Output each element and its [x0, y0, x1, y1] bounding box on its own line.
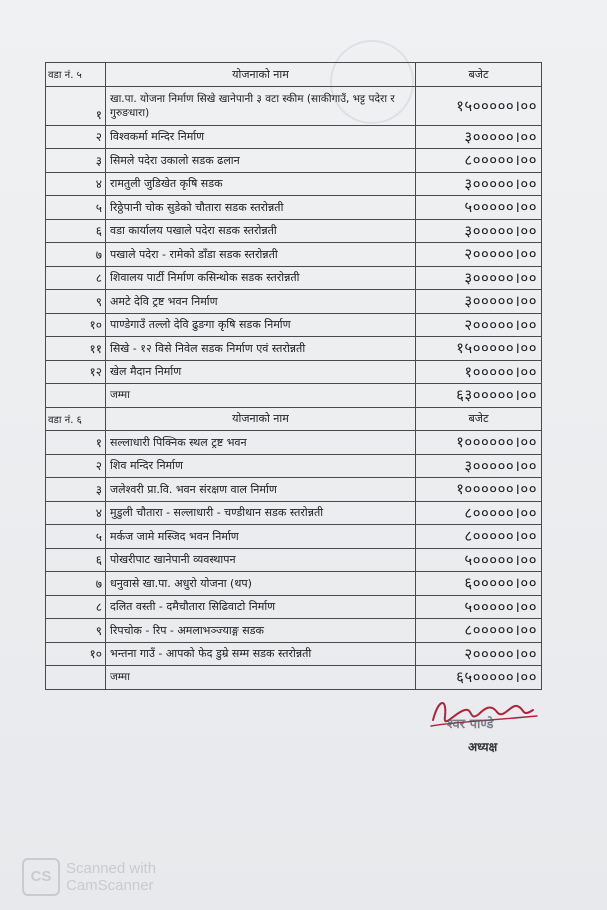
project-budget: २०००००।००	[416, 243, 542, 267]
project-budget: १५०००००।००	[416, 86, 542, 125]
project-name: सिखे - १२ विसे निवेल सडक निर्माण एवं स्तरोन्नती	[106, 337, 416, 361]
project-name: रिठ्ठेपानी चोक सुडेको चौतारा सडक स्तरोन्नती	[106, 196, 416, 220]
project-name: पोखरीपाट खानेपानी व्यवस्थापन	[106, 548, 416, 572]
project-name: रिपचोक - रिप - अमलाभञ्ज्याङ्ग सडक	[106, 619, 416, 643]
project-name: खा.पा. योजना निर्माण सिखे खानेपानी ३ वटा स्कीम (साकीगाउँ, भट्ट पदेरा र गुरुङधारा)	[106, 86, 416, 125]
ward6-label: वडा नं. ६	[46, 407, 106, 431]
total-budget: ६५०००००।००	[416, 666, 542, 690]
project-budget: ३०००००।००	[416, 454, 542, 478]
row-number: १२	[46, 360, 106, 384]
table-row	[46, 149, 542, 173]
project-budget: ३०००००।००	[416, 172, 542, 196]
table-row	[46, 196, 542, 220]
project-name: धनुवासे खा.पा. अधुरो योजना (थप)	[106, 572, 416, 596]
table-row	[46, 125, 542, 149]
project-name: रामतुली जुडिखेत कृषि सडक	[106, 172, 416, 196]
project-name: सल्लाधारी पिक्निक स्थल ट्रष्ट भवन	[106, 431, 416, 455]
table-row	[46, 572, 542, 596]
ward6-col-budget-header: बजेट	[416, 407, 542, 431]
row-number: १	[46, 431, 106, 455]
project-name: सिमले पदेरा उकालो सडक ढलान	[106, 149, 416, 173]
project-name: भन्तना गाउँ - आपको फेद डुम्रे सम्म सडक स्तरोन्नती	[106, 642, 416, 666]
table-row	[46, 172, 542, 196]
project-budget: ५०००००।००	[416, 595, 542, 619]
project-budget: १०००००।००	[416, 360, 542, 384]
project-budget: ८०००००।००	[416, 619, 542, 643]
total-budget: ६३०००००।००	[416, 384, 542, 408]
row-number: २	[46, 454, 106, 478]
project-budget: ८०००००।००	[416, 149, 542, 173]
total-label: जम्मा	[106, 384, 416, 408]
table-row	[46, 219, 542, 243]
project-budget: ६०००००।००	[416, 572, 542, 596]
row-number: ७	[46, 243, 106, 267]
table-row	[46, 290, 542, 314]
ward5-total-row	[46, 384, 542, 408]
project-name: वडा कार्यालय पखाले पदेरा सडक स्तरोन्नती	[106, 219, 416, 243]
row-number: ८	[46, 595, 106, 619]
row-number: ३	[46, 478, 106, 502]
table-row	[46, 454, 542, 478]
project-name: पखाले पदेरा - रामेको डाँडा सडक स्तरोन्नती	[106, 243, 416, 267]
row-number: ४	[46, 501, 106, 525]
row-number: ५	[46, 196, 106, 220]
project-name: अमटे देवि ट्रष्ट भवन निर्माण	[106, 290, 416, 314]
table-row	[46, 360, 542, 384]
row-number: ९	[46, 619, 106, 643]
row-number: १०	[46, 313, 106, 337]
project-name: खेल मैदान निर्माण	[106, 360, 416, 384]
total-label: जम्मा	[106, 666, 416, 690]
table-row	[46, 619, 542, 643]
row-number: १	[46, 86, 106, 125]
project-name: मुडुली चौतारा - सल्लाधारी - चण्डीथान सडक स्तरोन्नती	[106, 501, 416, 525]
project-budget: ३०००००।००	[416, 125, 542, 149]
row-number: ८	[46, 266, 106, 290]
table-row	[46, 86, 542, 125]
ward5-col-name-header: योजनाको नाम	[106, 63, 416, 87]
table-row	[46, 243, 542, 267]
project-budget: ३०००००।००	[416, 219, 542, 243]
project-budget: १००००००।००	[416, 478, 542, 502]
camscanner-watermark	[66, 860, 156, 894]
ward5-label: वडा नं. ५	[46, 63, 106, 87]
table-row	[46, 501, 542, 525]
project-name: जलेश्वरी प्रा.वि. भवन संरक्षण वाल निर्माण	[106, 478, 416, 502]
project-budget: ५०००००।००	[416, 548, 542, 572]
table-row	[46, 337, 542, 361]
camscanner-logo-icon: CS	[22, 858, 60, 896]
row-number: ११	[46, 337, 106, 361]
table-row	[46, 525, 542, 549]
row-number: ७	[46, 572, 106, 596]
row-number: ६	[46, 219, 106, 243]
row-number: ९	[46, 290, 106, 314]
project-name: शिवालय पार्टी निर्माण कसिन्थोक सडक स्तरोन्नती	[106, 266, 416, 290]
project-budget: १००००००।००	[416, 431, 542, 455]
ward6-header-row	[46, 407, 542, 431]
project-budget: ५०००००।००	[416, 196, 542, 220]
table-row	[46, 478, 542, 502]
project-budget: १५०००००।००	[416, 337, 542, 361]
project-name: दलित वस्ती - दमैचौतारा सिढिवाटो निर्माण	[106, 595, 416, 619]
table-row	[46, 548, 542, 572]
row-number: १०	[46, 642, 106, 666]
ward6-col-name-header: योजनाको नाम	[106, 407, 416, 431]
row-number: ५	[46, 525, 106, 549]
project-budget: २०००००।००	[416, 642, 542, 666]
signatory-title: अध्यक्ष	[468, 740, 498, 754]
project-name: मर्कज जामे मस्जिद भवन निर्माण	[106, 525, 416, 549]
table-row	[46, 431, 542, 455]
table-row	[46, 313, 542, 337]
table-row	[46, 595, 542, 619]
row-number: ४	[46, 172, 106, 196]
table-row	[46, 642, 542, 666]
project-name: विश्वकर्मा मन्दिर निर्माण	[106, 125, 416, 149]
total-spacer	[46, 384, 106, 408]
ward5-header-row	[46, 63, 542, 87]
ward5-col-budget-header: बजेट	[416, 63, 542, 87]
project-budget: ८०००००।००	[416, 501, 542, 525]
total-spacer	[46, 666, 106, 690]
watermark-line-2: CamScanner	[66, 877, 154, 894]
project-budget: ३०००००।००	[416, 290, 542, 314]
row-number: २	[46, 125, 106, 149]
row-number: ६	[46, 548, 106, 572]
watermark-line-1: Scanned with	[66, 860, 157, 877]
project-budget: ८०००००।००	[416, 525, 542, 549]
project-budget: ३०००००।००	[416, 266, 542, 290]
ward6-total-row	[46, 666, 542, 690]
project-name: शिव मन्दिर निर्माण	[106, 454, 416, 478]
row-number: ३	[46, 149, 106, 173]
signatory-name: श्वर पाण्डे	[447, 717, 494, 732]
project-budget: २०००००।००	[416, 313, 542, 337]
project-name: पाण्डेगाउँ तल्लो देवि ढुङगा कृषि सडक निर्माण	[106, 313, 416, 337]
table-row	[46, 266, 542, 290]
budget-table	[45, 62, 542, 690]
